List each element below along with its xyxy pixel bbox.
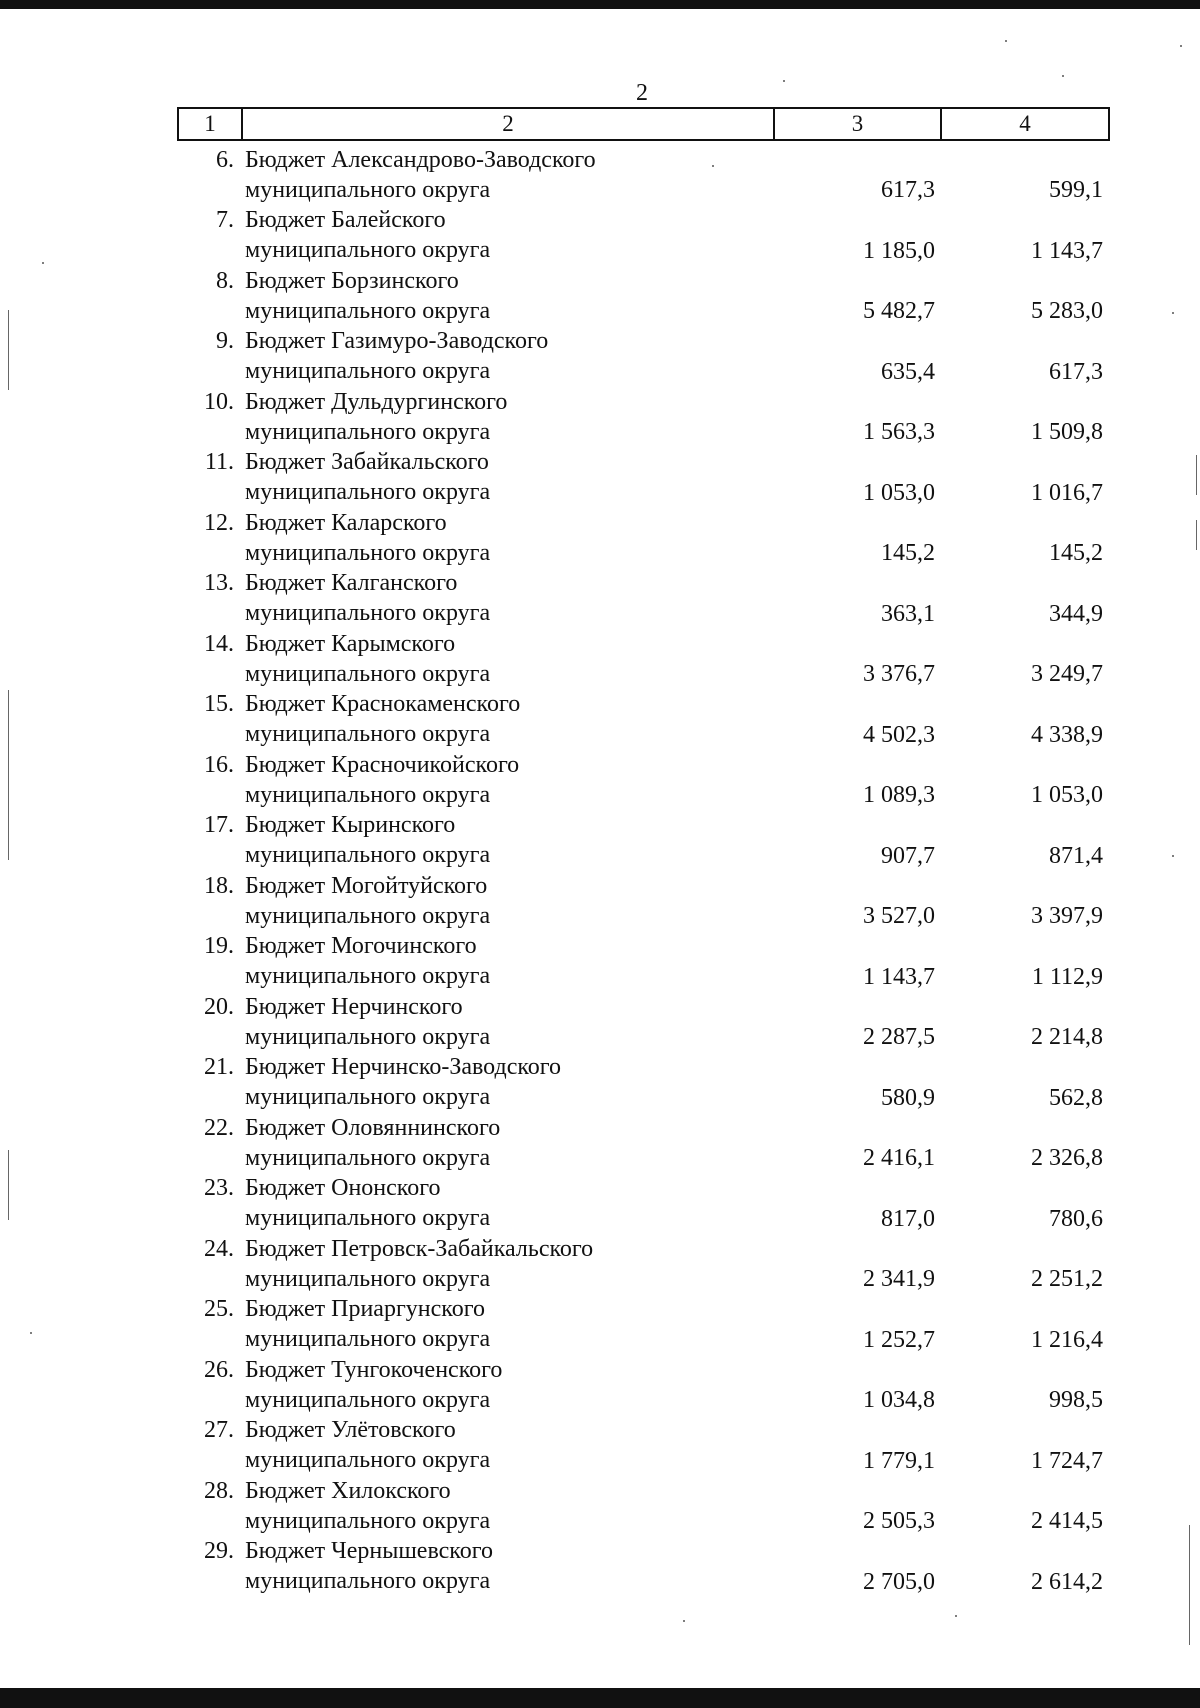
budget-name-line-1: Бюджет Забайкальского — [245, 449, 489, 475]
budget-name — [242, 447, 774, 508]
table-row — [178, 689, 1109, 750]
row-number: 9. — [216, 328, 234, 354]
budget-name-line-1: Бюджет Хилокского — [245, 1477, 451, 1504]
row-number: 17. — [204, 812, 234, 838]
amount-col-4: 2 326,8 — [1031, 1145, 1103, 1171]
row-number: 19. — [204, 933, 234, 959]
amount-col-3: 3 527,0 — [863, 903, 935, 929]
scan-speck — [1062, 75, 1064, 77]
header-col-2: 2 — [242, 108, 774, 140]
table-row — [178, 326, 1109, 387]
row-number: 20. — [204, 993, 234, 1020]
budget-name-line-2: муниципального округа — [245, 1265, 491, 1292]
amount-col-4: 562,8 — [1049, 1084, 1103, 1111]
scan-edge-mark — [8, 690, 9, 860]
table-row — [178, 810, 1109, 871]
budget-name-line-1: Бюджет Газимуро-Заводского — [245, 328, 549, 354]
budget-name-line-2: муниципального округа — [245, 1023, 491, 1050]
budget-name-line-1: Бюджет Тунгокоченского — [245, 1356, 503, 1383]
amount-col-4: 998,5 — [1049, 1387, 1103, 1413]
budget-table — [177, 107, 1110, 1597]
budget-name — [242, 568, 774, 629]
scan-edge-mark — [8, 310, 9, 390]
budget-name-line-2: муниципального округа — [245, 660, 491, 687]
table-row — [178, 1415, 1109, 1476]
budget-name-line-1: Бюджет Краснокаменского — [245, 691, 521, 717]
table-row — [178, 1173, 1109, 1234]
row-number: 22. — [204, 1114, 234, 1141]
header-col-4: 4 — [941, 108, 1109, 140]
budget-name-line-2: муниципального округа — [245, 237, 491, 263]
budget-name-line-1: Бюджет Нерчинско-Заводского — [245, 1054, 562, 1080]
scan-edge-mark — [1189, 1525, 1190, 1645]
budget-name-line-1: Бюджет Борзинского — [245, 267, 459, 294]
budget-name — [242, 1415, 774, 1476]
budget-name-line-2: муниципального округа — [245, 842, 491, 868]
amount-col-3: 1 053,0 — [863, 479, 935, 506]
budget-name — [242, 326, 774, 387]
budget-name-line-2: муниципального округа — [245, 963, 491, 989]
table-row — [178, 1476, 1109, 1537]
table-row — [178, 1294, 1109, 1355]
amount-col-3: 2 287,5 — [863, 1024, 935, 1050]
budget-name-line-2: муниципального округа — [245, 902, 491, 929]
budget-name — [242, 1536, 774, 1597]
amount-col-3: 2 505,3 — [863, 1508, 935, 1534]
table-row — [178, 1536, 1109, 1597]
row-number: 21. — [204, 1054, 234, 1080]
budget-name — [242, 1173, 774, 1234]
page-number: 2 — [636, 80, 648, 106]
budget-name-line-2: муниципального округа — [245, 1205, 491, 1231]
amount-col-4: 1 016,7 — [1031, 479, 1103, 506]
budget-name-line-1: Бюджет Александрово-Заводского — [245, 147, 596, 173]
budget-name-line-2: муниципального округа — [245, 297, 491, 324]
row-number: 23. — [204, 1175, 234, 1201]
amount-col-4: 2 414,5 — [1031, 1508, 1103, 1534]
budget-name-line-2: муниципального округа — [245, 1326, 491, 1352]
budget-name-line-2: муниципального округа — [245, 1386, 491, 1413]
budget-name — [242, 992, 774, 1053]
table-row — [178, 447, 1109, 508]
header-col-1: 1 — [178, 108, 242, 140]
table-row — [178, 140, 1109, 205]
row-number: 25. — [204, 1296, 234, 1322]
budget-name-line-2: муниципального округа — [245, 539, 491, 566]
budget-name-line-1: Бюджет Дульдургинского — [245, 388, 508, 415]
budget-name-line-1: Бюджет Калганского — [245, 570, 458, 596]
budget-name — [242, 1476, 774, 1537]
amount-col-3: 907,7 — [881, 842, 935, 869]
row-number: 18. — [204, 872, 234, 899]
budget-name-line-2: муниципального округа — [245, 1447, 491, 1473]
budget-name-line-1: Бюджет Приаргунского — [245, 1296, 485, 1322]
amount-col-4: 3 397,9 — [1031, 903, 1103, 929]
amount-col-3: 2 341,9 — [863, 1266, 935, 1292]
amount-col-3: 2 416,1 — [863, 1145, 935, 1171]
budget-name-line-2: муниципального округа — [245, 1568, 491, 1594]
row-number: 7. — [216, 207, 234, 233]
row-number: 6. — [216, 147, 234, 173]
amount-col-4: 617,3 — [1049, 358, 1103, 385]
table-row — [178, 568, 1109, 629]
amount-col-4: 1 053,0 — [1031, 782, 1103, 808]
amount-col-3: 3 376,7 — [863, 661, 935, 687]
scan-speck — [1172, 312, 1174, 314]
budget-name — [242, 871, 774, 932]
scan-speck — [783, 80, 785, 82]
amount-col-3: 1 779,1 — [863, 1447, 935, 1474]
budget-name — [242, 508, 774, 569]
scan-edge-mark — [1196, 455, 1197, 495]
table-row — [178, 1355, 1109, 1416]
budget-name-line-1: Бюджет Каларского — [245, 509, 447, 536]
budget-name-line-2: муниципального округа — [245, 721, 491, 747]
scan-speck — [1180, 45, 1182, 47]
row-number: 10. — [204, 388, 234, 415]
budget-name-line-1: Бюджет Нерчинского — [245, 993, 463, 1020]
amount-col-3: 1 034,8 — [863, 1387, 935, 1413]
budget-name-line-1: Бюджет Чернышевского — [245, 1538, 493, 1564]
table-header — [178, 108, 1109, 140]
budget-name — [242, 810, 774, 871]
scan-speck — [42, 262, 44, 264]
row-number: 29. — [204, 1538, 234, 1564]
amount-col-3: 1 563,3 — [863, 419, 935, 445]
row-number: 15. — [204, 691, 234, 717]
budget-name-line-2: муниципального округа — [245, 1507, 491, 1534]
amount-col-4: 344,9 — [1049, 600, 1103, 627]
budget-name — [242, 1113, 774, 1174]
row-number: 13. — [204, 570, 234, 596]
amount-col-4: 1 216,4 — [1031, 1326, 1103, 1353]
table-row — [178, 205, 1109, 266]
budget-name — [242, 750, 774, 811]
budget-name — [242, 1234, 774, 1295]
budget-name-line-1: Бюджет Улётовского — [245, 1417, 456, 1443]
amount-col-3: 5 482,7 — [863, 298, 935, 324]
scan-speck — [1172, 855, 1174, 857]
amount-col-3: 145,2 — [881, 540, 935, 566]
budget-name-line-1: Бюджет Кыринского — [245, 812, 456, 838]
header-col-3: 3 — [774, 108, 941, 140]
scan-border-bottom — [0, 1688, 1200, 1708]
row-number: 14. — [204, 630, 234, 657]
amount-col-4: 1 112,9 — [1031, 963, 1103, 990]
amount-col-4: 780,6 — [1049, 1205, 1103, 1232]
budget-name-line-1: Бюджет Карымского — [245, 630, 456, 657]
amount-col-4: 871,4 — [1049, 842, 1103, 869]
budget-name-line-1: Бюджет Могойтуйского — [245, 872, 488, 899]
table-row — [178, 931, 1109, 992]
row-number: 28. — [204, 1477, 234, 1504]
amount-col-3: 1 252,7 — [863, 1326, 935, 1353]
budget-name-line-2: муниципального округа — [245, 781, 491, 808]
budget-name — [242, 629, 774, 690]
amount-col-4: 5 283,0 — [1031, 298, 1103, 324]
budget-name — [242, 387, 774, 448]
budget-name-line-2: муниципального округа — [245, 1144, 491, 1171]
scan-edge-mark — [8, 1150, 9, 1220]
table-row — [178, 750, 1109, 811]
amount-col-3: 1 143,7 — [863, 963, 935, 990]
table-row — [178, 992, 1109, 1053]
budget-name — [242, 205, 774, 266]
scan-speck — [955, 1615, 957, 1617]
row-number: 12. — [204, 509, 234, 536]
budget-name-line-1: Бюджет Ононского — [245, 1175, 441, 1201]
table-row — [178, 266, 1109, 327]
table-row — [178, 1234, 1109, 1295]
budget-name-line-2: муниципального округа — [245, 418, 491, 445]
budget-name-line-1: Бюджет Петровск-Забайкальского — [245, 1235, 594, 1262]
budget-name — [242, 1294, 774, 1355]
budget-name-line-2: муниципального округа — [245, 600, 491, 626]
budget-name-line-1: Бюджет Оловяннинского — [245, 1114, 501, 1141]
budget-name-line-2: муниципального округа — [245, 1084, 491, 1110]
row-number: 8. — [216, 267, 234, 294]
amount-col-3: 1 185,0 — [863, 237, 935, 264]
budget-name-line-2: муниципального округа — [245, 479, 491, 505]
amount-col-4: 2 614,2 — [1031, 1568, 1103, 1595]
scan-edge-mark — [1196, 520, 1197, 550]
amount-col-3: 617,3 — [881, 177, 935, 203]
row-number: 24. — [204, 1235, 234, 1262]
amount-col-3: 635,4 — [881, 358, 935, 385]
amount-col-4: 1 143,7 — [1031, 237, 1103, 264]
amount-col-4: 145,2 — [1049, 540, 1103, 566]
budget-name — [242, 266, 774, 327]
budget-name — [242, 931, 774, 992]
budget-name-line-2: муниципального округа — [245, 177, 491, 203]
budget-name-line-1: Бюджет Балейского — [245, 207, 446, 233]
scan-speck — [30, 1332, 32, 1334]
budget-name — [242, 1052, 774, 1113]
table-row — [178, 629, 1109, 690]
amount-col-4: 1 509,8 — [1031, 419, 1103, 445]
amount-col-3: 580,9 — [881, 1084, 935, 1111]
scan-border-top — [0, 0, 1200, 9]
budget-name — [242, 140, 774, 205]
table-row — [178, 871, 1109, 932]
amount-col-3: 817,0 — [881, 1205, 935, 1232]
table-row — [178, 387, 1109, 448]
amount-col-3: 363,1 — [881, 600, 935, 627]
amount-col-4: 2 214,8 — [1031, 1024, 1103, 1050]
scan-speck — [1005, 40, 1007, 42]
table-row — [178, 1113, 1109, 1174]
row-number: 27. — [204, 1417, 234, 1443]
amount-col-4: 599,1 — [1049, 177, 1103, 203]
table-body — [178, 140, 1109, 1597]
row-number: 16. — [204, 751, 234, 778]
budget-name-line-2: муниципального округа — [245, 358, 491, 384]
amount-col-3: 4 502,3 — [863, 721, 935, 748]
budget-name — [242, 1355, 774, 1416]
amount-col-4: 1 724,7 — [1031, 1447, 1103, 1474]
scan-speck — [683, 1620, 685, 1622]
amount-col-3: 1 089,3 — [863, 782, 935, 808]
table-row — [178, 508, 1109, 569]
amount-col-3: 2 705,0 — [863, 1568, 935, 1595]
budget-name-line-1: Бюджет Могочинского — [245, 933, 477, 959]
scan-speck — [712, 165, 714, 167]
amount-col-4: 4 338,9 — [1031, 721, 1103, 748]
row-number: 11. — [204, 449, 234, 475]
budget-name-line-1: Бюджет Красночикойского — [245, 751, 520, 778]
row-number: 26. — [204, 1356, 234, 1383]
amount-col-4: 3 249,7 — [1031, 661, 1103, 687]
amount-col-4: 2 251,2 — [1031, 1266, 1103, 1292]
budget-name — [242, 689, 774, 750]
table-row — [178, 1052, 1109, 1113]
